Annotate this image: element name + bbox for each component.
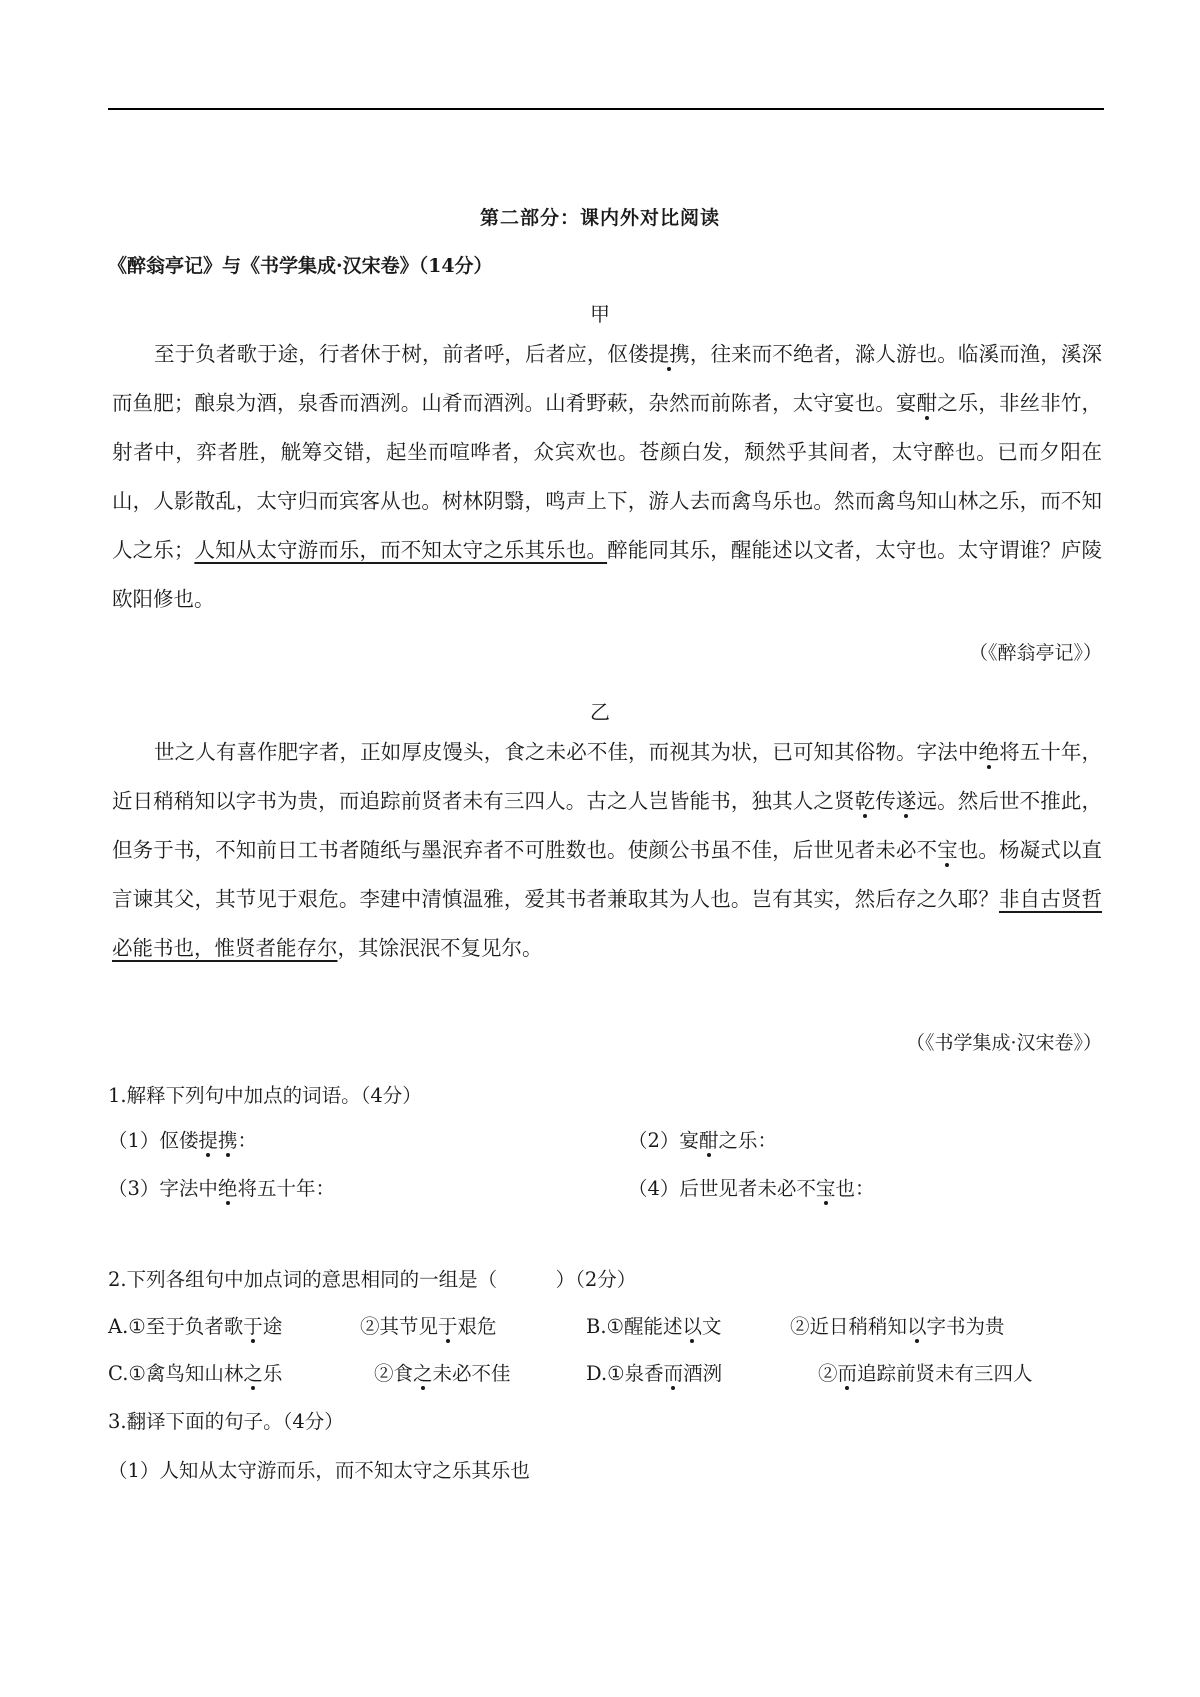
option-a-2: ②其节见于艰危 xyxy=(360,1315,497,1338)
option-c-1: C.①禽鸟知山林之乐 xyxy=(108,1362,283,1385)
dotted-char: 绝 xyxy=(978,740,1000,764)
dotted-char: 乾 xyxy=(854,789,876,813)
dotted-char: 而 xyxy=(663,1362,684,1385)
question-2-title: 2.下列各组句中加点词的意思相同的一组是（ ）（2分） xyxy=(108,1268,637,1291)
dotted-char: 遂 xyxy=(895,789,917,813)
dotted-char: 酣 xyxy=(698,1129,719,1152)
dotted-char: 宝 xyxy=(937,838,958,862)
underlined-sentence: 非自古贤哲必能书也，惟贤者能存尔 xyxy=(112,887,1103,960)
dotted-char: 以 xyxy=(907,1315,927,1338)
option-c-2: ②食之未必不佳 xyxy=(374,1362,511,1385)
header-rule xyxy=(108,108,1104,110)
question-1-item-4: （4）后世见者未必不宝也： xyxy=(628,1177,875,1200)
question-1-item-2: （2）宴酣之乐： xyxy=(628,1129,777,1152)
dotted-char: 宝 xyxy=(815,1177,836,1200)
option-d-1: D.①泉香而酒洌 xyxy=(586,1362,723,1385)
dotted-char: 之 xyxy=(243,1362,263,1385)
passage-b-source: （《书学集成·汉宋卷》） xyxy=(905,1032,1102,1054)
dotted-char: 提携 xyxy=(648,342,690,366)
question-1-item-3: （3）字法中绝将五十年： xyxy=(108,1177,335,1200)
option-d-2: ②而追踪前贤未有三四人 xyxy=(818,1362,1033,1385)
passage-b-label: 乙 xyxy=(590,700,610,724)
question-1-item-1: （1）伛偻提携： xyxy=(108,1129,257,1152)
passage-a-text: 至于负者歌于途，行者休于树，前者呼，后者应，伛偻提携，往来而不绝者，滁人游也。临溪而渔，溪深而鱼肥；酿泉为酒，泉香而酒洌。山肴而酒洌。山肴野蔌，杂然而前陈者，太守宴也。宴酣之乐，非丝非竹，射者中，弈者胜，觥筹交错，起坐而喧哗者，众宾欢也。苍颜白发，颓然乎其间者，太守醉也。已而夕阳在山，人影散乱，太守归而宾客从也。树林阴翳，鸣声上下，游人去而禽鸟乐也。然而禽鸟知山林之乐，而不知人之乐；人知从太守游而乐，而不知太守之乐其乐也。醉能同其乐，醒能述以文者，太守也。太守谓谁？庐陵欧阳修也。 xyxy=(112,342,1103,611)
underlined-sentence: 人知从太守游而乐，而不知太守之乐其乐也。 xyxy=(194,538,608,562)
question-3-item-1: （1）人知从太守游而乐，而不知太守之乐其乐也 xyxy=(108,1459,530,1482)
option-a-1: A.①至于负者歌于途 xyxy=(108,1315,283,1338)
dotted-char: 携 xyxy=(217,1129,238,1152)
passage-a-source: （《醉翁亭记》） xyxy=(968,642,1102,664)
dotted-char: 绝 xyxy=(217,1177,238,1200)
passage-a-label: 甲 xyxy=(590,302,610,326)
dotted-char: 于 xyxy=(243,1315,263,1338)
dotted-char: 以 xyxy=(682,1315,703,1338)
section-title: 第二部分：课内外对比阅读 xyxy=(479,207,720,229)
dotted-char: 而 xyxy=(837,1362,858,1385)
option-b-2: ②近日稍稍知以字书为贵 xyxy=(790,1315,1005,1338)
passage-subtitle: 《醉翁亭记》与《书学集成·汉宋卷》（14分） xyxy=(108,255,493,277)
dotted-char: 于 xyxy=(438,1315,458,1338)
option-b-1: B.①醒能述以文 xyxy=(586,1315,722,1338)
question-3-title: 3.翻译下面的句子。（4分） xyxy=(108,1410,344,1433)
passage-b-text: 世之人有喜作肥字者，正如厚皮馒头，食之未必不佳，而视其为状，已可知其俗物。字法中绝将五十年，近日稍稍知以字书为贵，而追踪前贤者未有三四人。古之人岂皆能书，独其人之贤乾传遂远。然后世不推此，但务于书，不知前日工书者随纸与墨泯弃者不可胜数也。使颜公书虽不佳，后世见者未必不宝也。杨凝式以直言谏其父，其节见于艰危。李建中清慎温雅，爱其书者兼取其为人也。岂有其实，然后存之久耶？非自古贤哲必能书也，惟贤者能存尔，其馀泯泯不复见尔。 xyxy=(112,740,1103,960)
dotted-char: 提 xyxy=(198,1129,218,1152)
dotted-char: 酣 xyxy=(916,391,938,415)
question-1-title: 1.解释下列句中加点的词语。（4分） xyxy=(108,1084,422,1107)
dotted-char: 之 xyxy=(413,1362,433,1385)
